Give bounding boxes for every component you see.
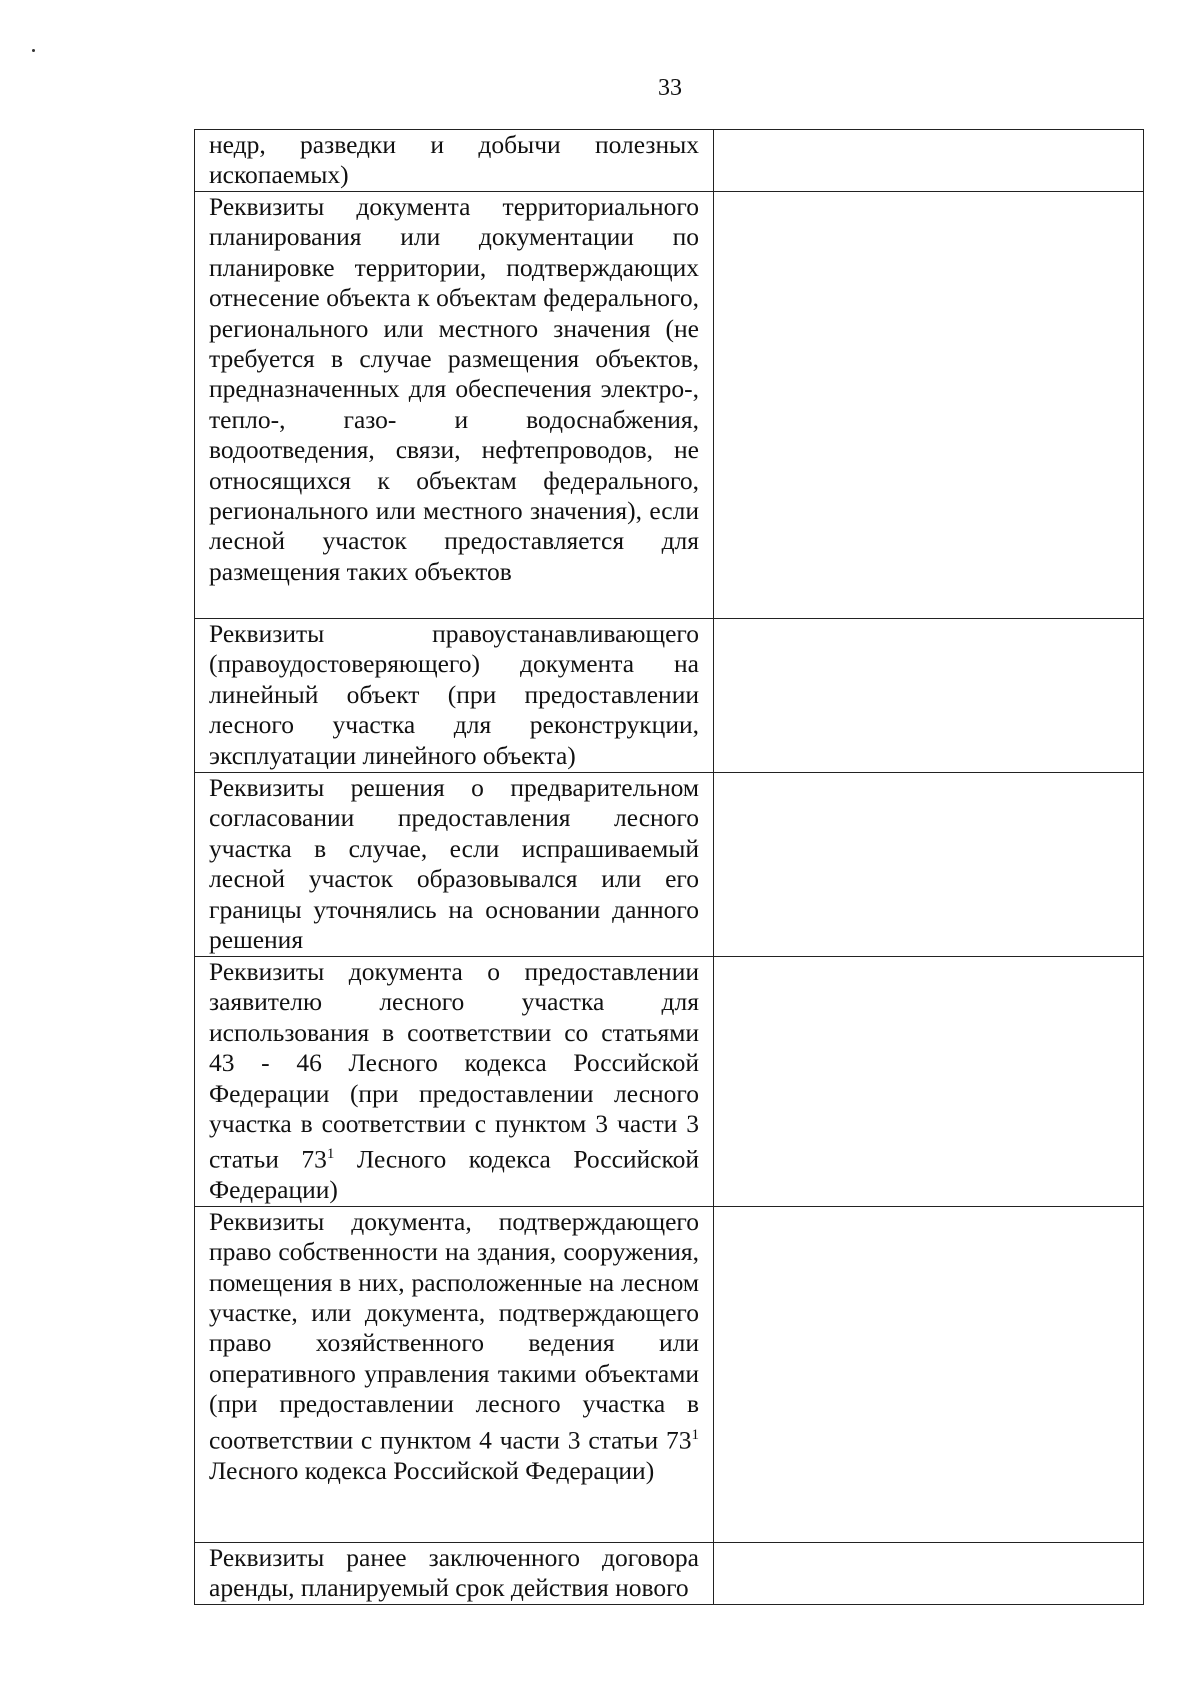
row-value-cell [714,130,1144,192]
table-row [195,192,1144,619]
row-label-cell [195,130,714,192]
row-label-cell [195,1542,714,1604]
row-value-cell [714,1542,1144,1604]
table-row [195,1206,1144,1542]
row-label-cell [195,192,714,619]
row-value-cell [714,619,1144,773]
table-row [195,773,1144,957]
row-label [195,957,713,1206]
row-label [195,1207,713,1486]
superscript: 1 [326,1146,335,1163]
requisites-table [194,129,1144,1605]
row-label-part: Реквизиты документа, подтверждающего право собственности на здания, сооружения, помещения в них, расположенные на лесном участке, или документа, подтверждающего право хозяйственного ведения или оперативного управления такими объектами (при предоставлении лесного участка в соответствии с пунктом 4 части 3 статьи 73 [209,1206,699,1455]
row-label-cell [195,773,714,957]
row-value-cell [714,773,1144,957]
row-label: Реквизиты решения о предварительном согласовании предоставления лесного участка в случае, если испрашиваемый лесной участок образовывался или его границы уточнялись на основании данного решения [209,773,699,955]
row-label-cell [195,1206,714,1542]
table-row [195,957,1144,1207]
row-label-part: Лесного кодекса Российской Федерации) [209,1455,655,1485]
table-row [195,130,1144,192]
scan-speck [32,49,35,52]
row-label: недр, разведки и добычи полезных ископаемых) [209,130,699,190]
table-row [195,619,1144,773]
page-number: 33 [658,75,682,101]
row-label-part: Лесного кодекса Российской Федерации) [209,1144,699,1205]
row-label: Реквизиты документа территориального планирования или документации по планировке территории, подтверждающих отнесение объекта к объектам федерального, регионального или местного значения (не требуется в случае размещения объектов, предназначенных для обеспечения электро-, тепло-, газо- и водоснабжения, водоотведения, связи, нефтепроводов, не относящихся к объектам федерального, регионального или местного значения), если лесной участок предоставляется для размещения таких объектов [209,192,699,586]
table-row [195,1542,1144,1604]
row-label: Реквизиты ранее заключенного договора аренды, планируемый срок действия нового [209,1542,699,1603]
row-label-cell [195,619,714,773]
row-label-cell [195,957,714,1207]
row-value-cell [714,192,1144,619]
row-value-cell [714,1206,1144,1542]
superscript: 1 [691,1426,699,1443]
row-label: Реквизиты правоустанавливающего (правоудостоверяющего) документа на линейный объект (при предоставлении лесного участка для реконструкции, эксплуатации линейного объекта) [209,619,699,770]
row-value-cell [714,957,1144,1207]
row-label-part: Реквизиты документа о предоставлении заявителю лесного участка для использования в соответствии со статьями 43 - 46 Лесного кодекса Российской Федерации (при предоставлении лесного участка в соответствии с пунктом 3 части 3 статьи 73 [209,957,699,1174]
